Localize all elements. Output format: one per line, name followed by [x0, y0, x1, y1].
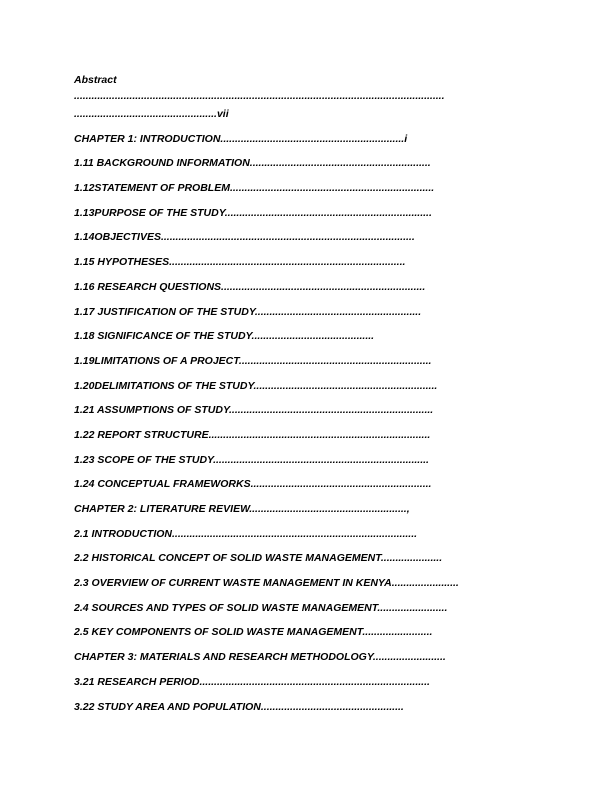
toc-entry-1-12: 1.12STATEMENT OF PROBLEM...................................................................... [74, 182, 435, 195]
toc-entry-1-15: 1.15 HYPOTHESES................................................................................. [74, 256, 406, 269]
toc-entry-1-23: 1.23 SCOPE OF THE STUDY.......................................................................... [74, 453, 429, 466]
toc-abstract-heading: Abstract [74, 74, 117, 86]
toc-entry-2-3: 2.3 OVERVIEW OF CURRENT WASTE MANAGEMENT IN KENYA....................... [74, 577, 459, 590]
toc-entry-1-13: 1.13PURPOSE OF THE STUDY....................................................................... [74, 206, 432, 219]
toc-entry-1-20: 1.20DELIMITATIONS OF THE STUDY............................................................... [74, 379, 438, 392]
toc-entry-1-22: 1.22 REPORT STRUCTURE............................................................................ [74, 428, 431, 441]
toc-entry-1-18: 1.18 SIGNIFICANCE OF THE STUDY.......................................... [74, 330, 375, 343]
toc-entry-1-17: 1.17 JUSTIFICATION OF THE STUDY......................................................... [74, 305, 422, 318]
toc-entry-1-14: 1.14OBJECTIVES....................................................................................... [74, 231, 415, 244]
toc-entry-2-4: 2.4 SOURCES AND TYPES OF SOLID WASTE MANAGEMENT........................ [74, 601, 448, 614]
toc-chapter-2: CHAPTER 2: LITERATURE REVIEW......................................................, [74, 503, 410, 515]
toc-entry-1-11: 1.11 BACKGROUND INFORMATION.............................................................. [74, 157, 431, 170]
toc-leader-page-vii: .................................................vii [74, 108, 229, 120]
table-of-contents [74, 73, 544, 724]
toc-entry-2-2: 2.2 HISTORICAL CONCEPT OF SOLID WASTE MANAGEMENT..................... [74, 552, 443, 565]
toc-entry-1-24: 1.24 CONCEPTUAL FRAMEWORKS.............................................................. [74, 478, 432, 491]
toc-chapter-1: CHAPTER 1: INTRODUCTION...............................................................i [74, 132, 408, 145]
toc-entry-1-19: 1.19LIMITATIONS OF A PROJECT.................................................................. [74, 354, 432, 367]
toc-entry-1-16: 1.16 RESEARCH QUESTIONS...................................................................... [74, 280, 426, 293]
toc-entry-3-22: 3.22 STUDY AREA AND POPULATION................................................. [74, 700, 404, 713]
toc-entry-3-21: 3.21 RESEARCH PERIOD............................................................................... [74, 675, 430, 688]
toc-chapter-3: CHAPTER 3: MATERIALS AND RESEARCH METHODOLOGY......................... [74, 651, 446, 664]
toc-entry-2-1: 2.1 INTRODUCTION.................................................................................... [74, 527, 418, 540]
toc-leader-line: ............................................................................................................................... [74, 90, 445, 102]
toc-entry-2-5: 2.5 KEY COMPONENTS OF SOLID WASTE MANAGEMENT........................ [74, 626, 433, 639]
toc-entry-1-21: 1.21 ASSUMPTIONS OF STUDY...................................................................... [74, 404, 434, 417]
